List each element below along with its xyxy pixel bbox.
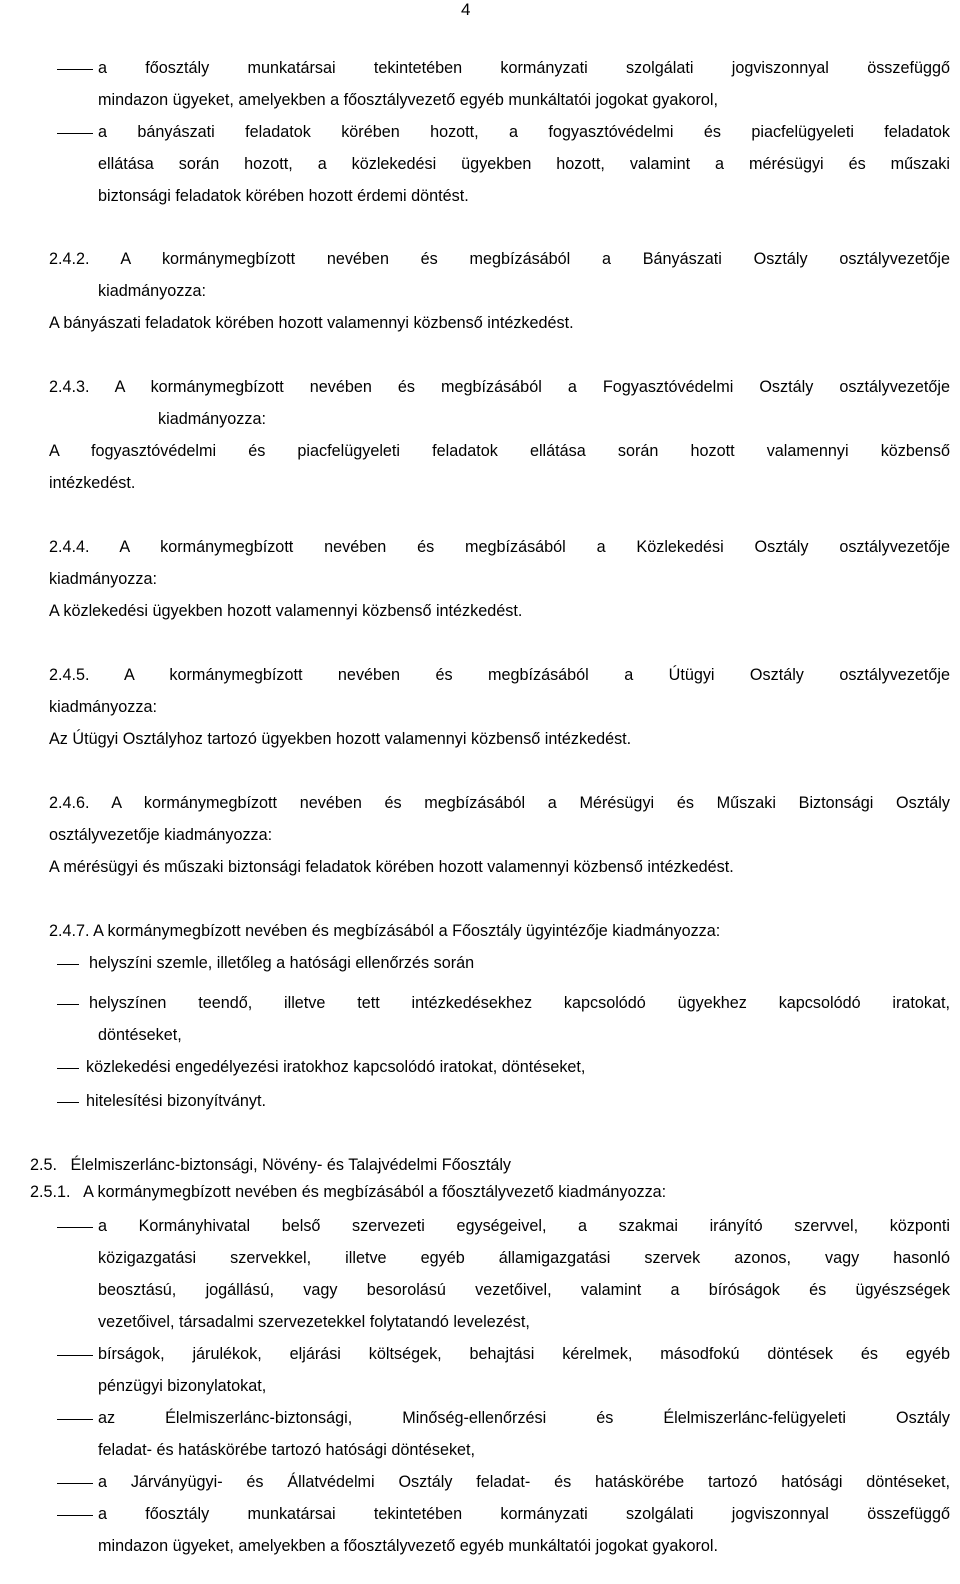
section-text-line: kiadmányozza: — [49, 570, 157, 588]
list-item-line: ellátása során hozott, a közlekedési ügyekben hozott, valamint a mérésügyi és műszaki — [98, 155, 950, 173]
section-text-line: A bányászati feladatok körében hozott valamennyi közbenső intézkedést. — [49, 314, 574, 332]
list-item-line: hitelesítési bizonyítványt. — [86, 1092, 266, 1110]
page-number: 4 — [461, 0, 471, 19]
dash-bullet — [57, 69, 93, 70]
section-text-line: Az Útügyi Osztályhoz tartozó ügyekben hozott valamennyi közbenső intézkedést. — [49, 730, 632, 748]
list-item-line: közlekedési engedélyezési iratokhoz kapcsolódó iratokat, döntéseket, — [86, 1058, 586, 1076]
section-text-line: A mérésügyi és műszaki biztonsági feladatok körében hozott valamennyi közbenső intézkedést. — [49, 858, 734, 876]
list-item-line: az Élelmiszerlánc-biztonsági, Minőség-ellenőrzési és Élelmiszerlánc-felügyeleti Osztály — [98, 1409, 950, 1427]
dash-bullet — [57, 1515, 93, 1516]
list-item-line: döntéseket, — [98, 1026, 182, 1044]
section-text-line: kiadmányozza: — [49, 698, 157, 716]
section-text-line: A fogyasztóvédelmi és piacfelügyeleti feladatok ellátása során hozott valamennyi közbenső — [49, 442, 950, 460]
list-item-line: pénzügyi bizonylatokat, — [98, 1377, 267, 1395]
list-item-line: a Járványügyi- és Állatvédelmi Osztály feladat- és hatáskörébe tartozó hatósági döntéseket, — [98, 1473, 950, 1491]
list-item-line: beosztású, jogállású, vagy besorolású vezetőivel, valamint a bíróságok és ügyészségek — [98, 1281, 950, 1299]
list-item-line: bírságok, járulékok, eljárási költségek, behajtási kérelmek, másodfokú döntések és egyéb — [98, 1345, 950, 1363]
list-item-line: helyszíni szemle, illetőleg a hatósági ellenőrzés során — [89, 954, 475, 972]
section-text-line: A közlekedési ügyekben hozott valamennyi közbenső intézkedést. — [49, 602, 523, 620]
section-2-4-3-heading: 2.4.3. A kormánymegbízott nevében és megbízásából a Fogyasztóvédelmi Osztály osztályvezetője — [49, 378, 950, 396]
list-item-line: helyszínen teendő, illetve tett intézkedésekhez kapcsolódó ügyekhez kapcsolódó iratokat, — [89, 994, 950, 1012]
list-item-line: feladat- és hatáskörébe tartozó hatósági döntéseket, — [98, 1441, 476, 1459]
section-2-5-heading: 2.5. Élelmiszerlánc-biztonsági, Növény- és Talajvédelmi Főosztály — [30, 1156, 512, 1174]
dash-bullet — [57, 1004, 79, 1005]
list-item-line: biztonsági feladatok körében hozott érdemi döntést. — [98, 187, 469, 205]
section-text-line: kiadmányozza: — [158, 410, 266, 428]
section-2-4-6-heading: 2.4.6. A kormánymegbízott nevében és megbízásából a Mérésügyi és Műszaki Biztonsági Osztály — [49, 794, 950, 812]
dash-bullet — [57, 1227, 93, 1228]
section-2-4-7-heading: 2.4.7. A kormánymegbízott nevében és megbízásából a Főosztály ügyintézője kiadmányozza: — [49, 922, 721, 940]
list-item-line: a főosztály munkatársai tekintetében kormányzati szolgálati jogviszonnyal összefüggő — [98, 59, 950, 77]
section-2-4-4-heading: 2.4.4. A kormánymegbízott nevében és megbízásából a Közlekedési Osztály osztályvezetője — [49, 538, 950, 556]
section-2-4-2-heading: 2.4.2. A kormánymegbízott nevében és megbízásából a Bányászati Osztály osztályvezetője — [49, 250, 950, 268]
dash-bullet — [57, 964, 79, 965]
list-item-line: közigazgatási szervekkel, illetve egyéb államigazgatási szervek azonos, vagy hasonló — [98, 1249, 950, 1267]
list-item-line: mindazon ügyeket, amelyekben a főosztályvezető egyéb munkáltatói jogokat gyakorol, — [98, 91, 718, 109]
dash-bullet — [57, 1419, 93, 1420]
section-text-line: osztályvezetője kiadmányozza: — [49, 826, 273, 844]
section-text-line: kiadmányozza: — [98, 282, 206, 300]
dash-bullet — [57, 133, 93, 134]
list-item-line: mindazon ügyeket, amelyekben a főosztályvezető egyéb munkáltatói jogokat gyakorol. — [98, 1537, 718, 1555]
list-item-line: a Kormányhivatal belső szervezeti egységeivel, a szakmai irányító szervvel, központi — [98, 1217, 950, 1235]
section-2-5-1-heading: 2.5.1. A kormánymegbízott nevében és megbízásából a főosztályvezető kiadmányozza: — [30, 1183, 667, 1201]
list-item-line: a bányászati feladatok körében hozott, a fogyasztóvédelmi és piacfelügyeleti feladatok — [98, 123, 950, 141]
dash-bullet — [57, 1068, 79, 1069]
dash-bullet — [57, 1355, 93, 1356]
section-text-line: intézkedést. — [49, 474, 136, 492]
list-item-line: vezetőivel, társadalmi szervezetekkel folytatandó levelezést, — [98, 1313, 530, 1331]
list-item-line: a főosztály munkatársai tekintetében kormányzati szolgálati jogviszonnyal összefüggő — [98, 1505, 950, 1523]
dash-bullet — [57, 1483, 93, 1484]
section-2-4-5-heading: 2.4.5. A kormánymegbízott nevében és megbízásából a Útügyi Osztály osztályvezetője — [49, 666, 950, 684]
dash-bullet — [57, 1102, 79, 1103]
